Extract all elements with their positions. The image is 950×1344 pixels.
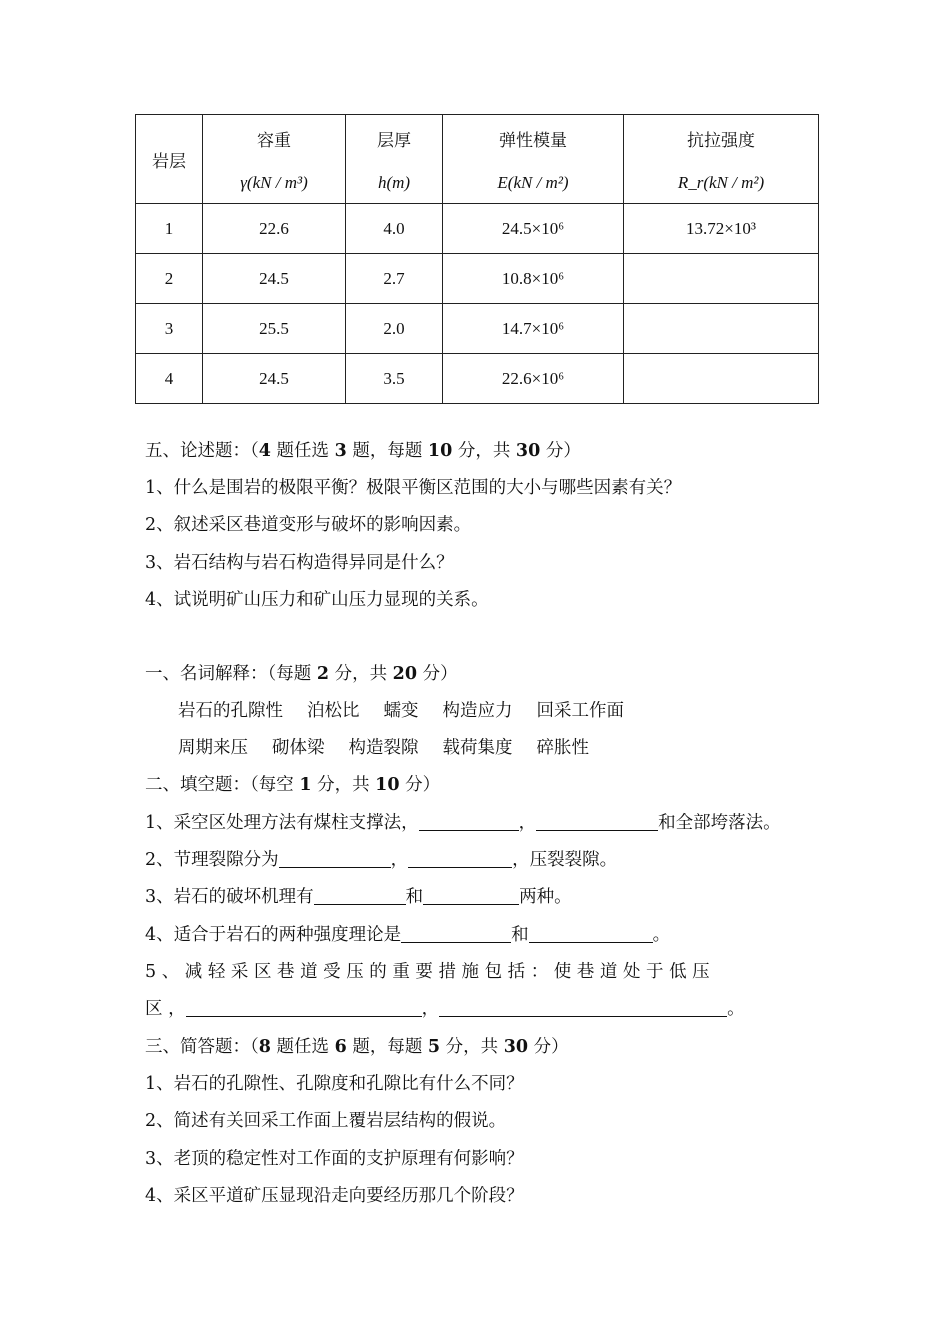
- header-unit-weight: 容重 γ(kN / m³): [203, 115, 346, 204]
- header-tensile-strength: 抗拉强度 R_r(kN / m²): [624, 115, 819, 204]
- fill-question-4: 4、适合于岩石的两种强度理论是 和 。: [145, 925, 671, 945]
- table-cell: 24.5: [203, 254, 346, 304]
- table-cell: 4: [136, 354, 203, 404]
- table-cell: 2.7: [346, 254, 443, 304]
- table-header-row: [136, 115, 819, 204]
- table-cell: [624, 354, 819, 404]
- term-item: 砌体梁: [272, 738, 325, 758]
- section-5-question-4: 4、试说明矿山压力和矿山压力显现的关系。: [145, 590, 489, 610]
- section-3-question-1: 1、岩石的孔隙性、孔隙度和孔隙比有什么不同？: [145, 1074, 524, 1094]
- table-cell: 24.5: [203, 354, 346, 404]
- terms-row-1: [178, 700, 648, 722]
- term-item: 载荷集度: [442, 738, 513, 758]
- fill-question-1: 1、采空区处理方法有煤柱支撑法， ， 和全部垮落法。: [145, 813, 781, 833]
- section-3-title: 三、简答题：（8 题任选 6 题，每题 5 分，共 30 分）: [145, 1037, 569, 1057]
- section-5-question-1: 1、什么是围岩的极限平衡？极限平衡区范围的大小与哪些因素有关？: [145, 478, 682, 498]
- answer-blank[interactable]: [408, 849, 512, 868]
- table-cell: 22.6: [203, 204, 346, 254]
- table-cell: 3.5: [346, 354, 443, 404]
- header-thickness: 层厚 h(m): [346, 115, 443, 204]
- table-cell: 22.6×10⁶: [443, 354, 624, 404]
- section-3-question-2: 2、简述有关回采工作面上覆岩层结构的假说。: [145, 1111, 507, 1131]
- section-5-title: 五、论述题：（4 题任选 3 题，每题 10 分，共 30 分）: [145, 441, 581, 461]
- table-cell: 2: [136, 254, 203, 304]
- table-cell: [624, 254, 819, 304]
- term-item: 构造裂隙: [348, 738, 419, 758]
- term-item: 碎胀性: [536, 738, 589, 758]
- term-item: 岩石的孔隙性: [178, 701, 283, 721]
- fill-question-2: 2、节理裂隙分为 ， ，压裂裂隙。: [145, 850, 618, 870]
- table-row: [136, 204, 819, 254]
- table-cell: 1: [136, 204, 203, 254]
- answer-blank[interactable]: [439, 998, 727, 1017]
- table-cell: 13.72×10³: [624, 204, 819, 254]
- section-3-question-4: 4、采区平道矿压显现沿走向要经历那几个阶段？: [145, 1186, 524, 1206]
- fill-question-5-line-1: 5 、 减 轻 采 区 巷 道 受 压 的 重 要 措 施 包 括 ： 使 巷 道 处 于 低 压: [145, 962, 710, 982]
- table-row: [136, 304, 819, 354]
- fill-question-5-line-2: 区 ， ， 。: [145, 999, 745, 1019]
- table-row: [136, 254, 819, 304]
- answer-blank[interactable]: [314, 886, 406, 905]
- header-elastic-modulus: 弹性模量 E(kN / m²): [443, 115, 624, 204]
- section-5-question-2: 2、叙述采区巷道变形与破坏的影响因素。: [145, 515, 472, 535]
- term-item: 蠕变: [383, 701, 419, 721]
- table-row: [136, 354, 819, 404]
- answer-blank[interactable]: [419, 812, 519, 831]
- table-cell: 3: [136, 304, 203, 354]
- section-2-title: 二、填空题：（每空 1 分，共 10 分）: [145, 775, 441, 795]
- answer-blank[interactable]: [536, 812, 658, 831]
- answer-blank[interactable]: [401, 924, 511, 943]
- header-layer: 岩层: [136, 115, 203, 204]
- table-cell: 2.0: [346, 304, 443, 354]
- rock-layer-table: [135, 114, 819, 404]
- term-item: 构造应力: [442, 701, 513, 721]
- section-3-question-3: 3、老顶的稳定性对工作面的支护原理有何影响？: [145, 1149, 524, 1169]
- section-5-question-3: 3、岩石结构与岩石构造得异同是什么？: [145, 553, 454, 573]
- table-cell: [624, 304, 819, 354]
- table-cell: 24.5×10⁶: [443, 204, 624, 254]
- answer-blank[interactable]: [279, 849, 391, 868]
- term-item: 泊松比: [307, 701, 360, 721]
- table-cell: 14.7×10⁶: [443, 304, 624, 354]
- terms-row-2: [178, 737, 613, 759]
- term-item: 回采工作面: [536, 701, 624, 721]
- answer-blank[interactable]: [186, 998, 422, 1017]
- answer-blank[interactable]: [529, 924, 653, 943]
- table-cell: 10.8×10⁶: [443, 254, 624, 304]
- section-1-title: 一、名词解释：（每题 2 分，共 20 分）: [145, 664, 458, 684]
- answer-blank[interactable]: [423, 886, 519, 905]
- table-cell: 4.0: [346, 204, 443, 254]
- term-item: 周期来压: [178, 738, 248, 758]
- table-cell: 25.5: [203, 304, 346, 354]
- fill-question-3: 3、岩石的破坏机理有 和 两种。: [145, 887, 572, 907]
